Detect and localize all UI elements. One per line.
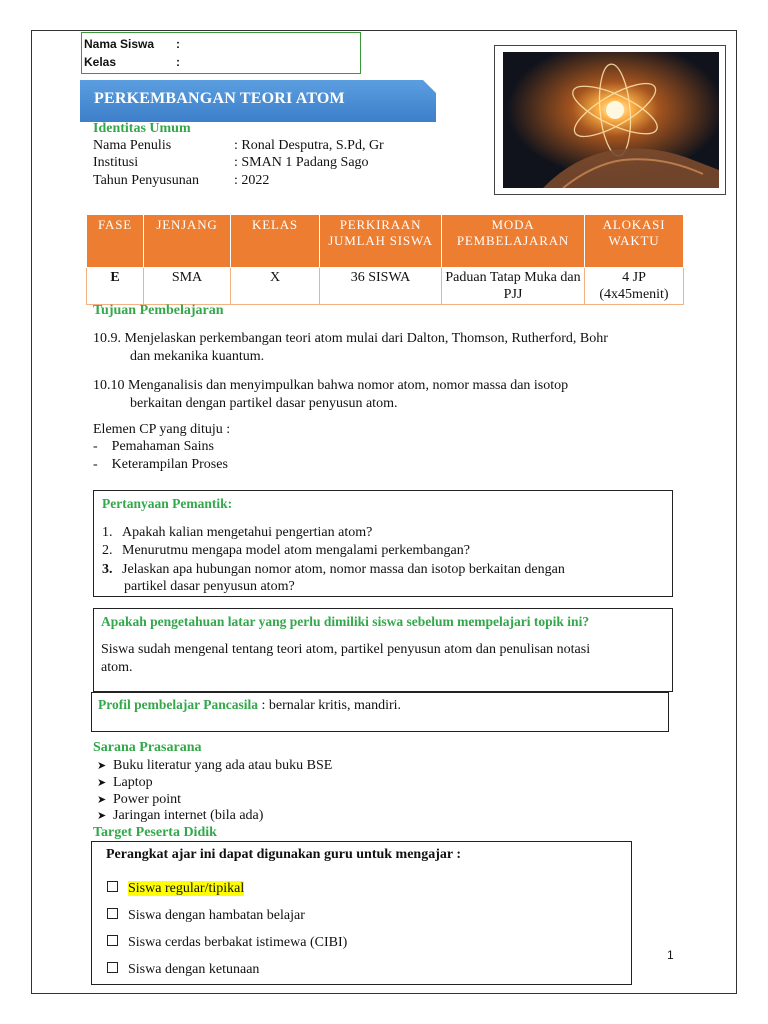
student-class-colon: :	[176, 55, 180, 69]
header-fase: FASE	[87, 215, 144, 268]
target-option[interactable]	[107, 908, 305, 924]
list-item	[97, 758, 332, 774]
identity-value-year: : 2022	[234, 173, 270, 188]
page-number: 1	[667, 948, 674, 962]
identity-label-year: Tahun Penyusunan	[93, 173, 199, 188]
question-2-num: 2.	[102, 543, 113, 558]
list-item	[97, 775, 153, 791]
goal-item	[93, 330, 683, 366]
checkbox-icon[interactable]	[107, 962, 118, 973]
question-2-text: Menurutmu mengapa model atom mengalami perkembangan?	[122, 543, 470, 558]
header-jenjang: JENJANG	[144, 215, 231, 268]
goal-item	[93, 377, 683, 413]
question-1-num: 1.	[102, 525, 113, 540]
header-jumlah-siswa: PERKIRAAN JUMLAH SISWA	[320, 215, 442, 268]
goal-2-line: 10.10 Menganalisis dan menyimpulkan bahwa nomor atom, nomor massa dan isotop	[93, 378, 569, 393]
question-1-text: Apakah kalian mengetahui pengertian atom?	[122, 525, 373, 540]
target-option-text: Siswa regular/tipikal	[128, 881, 245, 896]
target-option[interactable]	[107, 881, 244, 897]
arrow-bullet-icon: ➤	[97, 760, 107, 772]
table-header-row	[87, 215, 684, 268]
question-item	[102, 542, 622, 559]
arrow-bullet-icon: ➤	[97, 810, 107, 822]
goal-2-continuation: berkaitan dengan partikel dasar penyusun atom.	[130, 396, 398, 411]
info-table	[86, 214, 684, 305]
cell-jumlah: 36 SISWA	[320, 268, 442, 305]
cp-item: - Pemahaman Sains	[93, 439, 214, 454]
facility-text: Jaringan internet (bila ada)	[113, 808, 264, 823]
prior-knowledge-line-2: atom.	[101, 660, 133, 675]
identity-value-author: : Ronal Desputra, S.Pd, Gr	[234, 138, 384, 153]
cell-kelas: X	[231, 268, 320, 305]
student-name-colon: :	[176, 37, 180, 51]
target-option[interactable]	[107, 935, 347, 951]
page-title: PERKEMBANGAN TEORI ATOM	[94, 90, 345, 107]
header-alokasi: ALOKASI WAKTU	[585, 215, 684, 268]
target-heading: Target Peserta Didik	[93, 825, 217, 840]
atom-hand-photo-icon	[503, 52, 719, 188]
profile-line	[98, 697, 401, 714]
question-3-num: 3.	[102, 562, 113, 577]
profile-label: Profil pembelajar Pancasila	[98, 697, 258, 712]
profile-value: : bernalar kritis, mandiri.	[257, 698, 402, 713]
cp-item: - Keterampilan Proses	[93, 457, 228, 472]
question-3-text: Jelaskan apa hubungan nomor atom, nomor massa dan isotop berkaitan dengan	[122, 562, 565, 577]
checkbox-icon[interactable]	[107, 908, 118, 919]
arrow-bullet-icon: ➤	[97, 794, 107, 806]
list-item	[97, 792, 181, 808]
target-intro: Perangkat ajar ini dapat digunakan guru untuk mengajar :	[106, 847, 461, 862]
header-moda: MODA PEMBELAJARAN	[442, 215, 585, 268]
cell-moda: Paduan Tatap Muka dan PJJ	[442, 268, 585, 305]
table-row	[87, 268, 684, 305]
photo-frame	[494, 45, 726, 195]
identity-heading: Identitas Umum	[93, 121, 191, 136]
student-info-box	[81, 32, 361, 74]
cell-fase: E	[87, 268, 144, 305]
question-3-continuation: partikel dasar penyusun atom?	[124, 579, 295, 594]
facilities-heading: Sarana Prasarana	[93, 740, 202, 755]
target-option-text: Siswa cerdas berbakat istimewa (CIBI)	[128, 935, 348, 950]
student-class-label: Kelas	[84, 55, 117, 69]
target-option[interactable]	[107, 962, 259, 978]
list-item	[97, 808, 263, 824]
facility-text: Buku literatur yang ada atau buku BSE	[113, 758, 333, 773]
question-item	[102, 524, 622, 541]
facility-text: Power point	[113, 792, 182, 807]
header-kelas: KELAS	[231, 215, 320, 268]
checkbox-icon[interactable]	[107, 881, 118, 892]
cell-jenjang: SMA	[144, 268, 231, 305]
arrow-bullet-icon: ➤	[97, 777, 107, 789]
student-name-label: Nama Siswa	[84, 37, 155, 51]
prior-knowledge-heading: Apakah pengetahuan latar yang perlu dimiliki siswa sebelum mempelajari topik ini?	[101, 614, 590, 629]
target-option-text: Siswa dengan ketunaan	[128, 962, 260, 977]
questions-heading: Pertanyaan Pemantik:	[102, 496, 233, 511]
facility-text: Laptop	[113, 775, 153, 790]
identity-value-institution: : SMAN 1 Padang Sago	[234, 155, 369, 170]
checkbox-icon[interactable]	[107, 935, 118, 946]
question-item	[102, 561, 622, 595]
target-option-text: Siswa dengan hambatan belajar	[128, 908, 305, 923]
goal-1-continuation: dan mekanika kuantum.	[130, 349, 265, 364]
identity-label-institution: Institusi	[93, 155, 139, 170]
goal-1-line: 10.9. Menjelaskan perkembangan teori atom mulai dari Dalton, Thomson, Rutherford, Bohr	[93, 331, 608, 346]
cell-alokasi: 4 JP (4x45menit)	[585, 268, 684, 305]
prior-knowledge-line-1: Siswa sudah mengenal tentang teori atom, partikel penyusun atom dan penulisan notasi	[101, 642, 591, 657]
cp-label: Elemen CP yang dituju :	[93, 422, 231, 437]
goals-heading: Tujuan Pembelajaran	[93, 303, 224, 318]
title-banner	[80, 80, 436, 122]
identity-label-author: Nama Penulis	[93, 138, 172, 153]
